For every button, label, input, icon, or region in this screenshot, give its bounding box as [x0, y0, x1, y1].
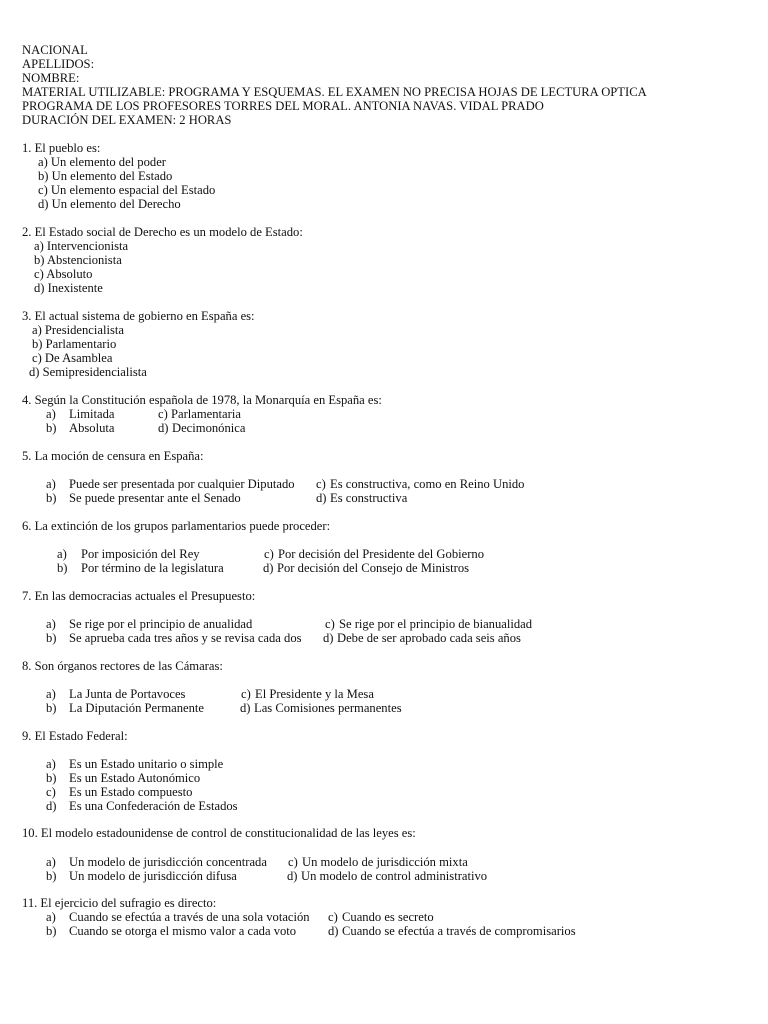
- question-1-option-a: a) Un elemento del poder: [38, 155, 166, 169]
- exam-header: [22, 43, 647, 127]
- question-4-option-a-letter: a): [46, 407, 56, 421]
- question-6-option-d: Por decisión del Consejo de Ministros: [277, 561, 470, 575]
- question-5-option-d: Es constructiva: [330, 491, 408, 505]
- question-4-option-d-letter: d): [158, 421, 169, 435]
- question-7-option-b-letter: b): [46, 631, 57, 645]
- question-10-option-c: Un modelo de jurisdicción mixta: [302, 855, 468, 869]
- question-11-option-c-letter: c): [328, 910, 338, 924]
- question-3-option-d: d) Semipresidencialista: [29, 365, 147, 379]
- question-11-option-a: Cuando se efectúa a través de una sola votación: [69, 910, 310, 924]
- question-9-option-d-letter: d): [46, 799, 57, 813]
- question-5-option-c: Es constructiva, como en Reino Unido: [330, 477, 525, 491]
- question-11-option-c: Cuando es secreto: [342, 910, 434, 924]
- question-3-option-a: a) Presidencialista: [32, 323, 124, 337]
- question-9-option-b-letter: b): [46, 771, 57, 785]
- question-3-options: [29, 323, 147, 379]
- question-7: 7. En las democracias actuales el Presupuesto:: [22, 589, 256, 603]
- question-1-option-c: c) Un elemento espacial del Estado: [38, 183, 216, 197]
- question-8-option-c-letter: c): [241, 687, 251, 701]
- question-10-option-d: Un modelo de control administrativo: [301, 869, 488, 883]
- question-1-option-d: d) Un elemento del Derecho: [38, 197, 181, 211]
- question-6-option-d-letter: d): [263, 561, 274, 575]
- question-6-option-a-letter: a): [57, 547, 67, 561]
- question-2-option-d: d) Inexistente: [34, 281, 103, 295]
- question-3-option-b: b) Parlamentario: [32, 337, 117, 351]
- question-1-options: [38, 155, 215, 211]
- question-7-option-d-letter: d): [323, 631, 334, 645]
- question-9-option-b: Es un Estado Autonómico: [69, 771, 201, 785]
- question-5-option-a: Puede ser presentada por cualquier Diputado: [69, 477, 295, 491]
- question-9-option-c-letter: c): [46, 785, 56, 799]
- question-11-option-b-letter: b): [46, 924, 57, 938]
- question-4-option-c-letter: c): [158, 407, 168, 421]
- question-10-option-b: Un modelo de jurisdicción difusa: [69, 869, 237, 883]
- question-1: 1. El pueblo es:: [22, 141, 101, 155]
- question-7-option-a: Se rige por el principio de anualidad: [69, 617, 253, 631]
- question-5: 5. La moción de censura en España:: [22, 449, 204, 463]
- question-4: 4. Según la Constitución española de 1978, la Monarquía en España es:: [22, 393, 382, 407]
- question-8-option-b-letter: b): [46, 701, 57, 715]
- header-programa: PROGRAMA DE LOS PROFESORES TORRES DEL MORAL. ANTONIA NAVAS. VIDAL PRADO: [22, 99, 544, 113]
- header-nombre: NOMBRE:: [22, 71, 80, 85]
- question-6-option-c-letter: c): [264, 547, 274, 561]
- header-apellidos: APELLIDOS:: [22, 57, 95, 71]
- question-8-option-d: Las Comisiones permanentes: [254, 701, 402, 715]
- question-6-option-a: Por imposición del Rey: [81, 547, 200, 561]
- question-5-option-a-letter: a): [46, 477, 56, 491]
- question-8: 8. Son órganos rectores de las Cámaras:: [22, 659, 223, 673]
- question-4-option-a: Limitada: [69, 407, 115, 421]
- question-6-option-b-letter: b): [57, 561, 68, 575]
- question-6-option-c: Por decisión del Presidente del Gobierno: [278, 547, 485, 561]
- question-2-option-c: c) Absoluto: [34, 267, 93, 281]
- question-9: 9. El Estado Federal:: [22, 729, 128, 743]
- question-10-option-a: Un modelo de jurisdicción concentrada: [69, 855, 267, 869]
- question-6: 6. La extinción de los grupos parlamentarios puede proceder:: [22, 519, 331, 533]
- question-10-option-a-letter: a): [46, 855, 56, 869]
- question-8-option-c: El Presidente y la Mesa: [255, 687, 374, 701]
- header-duracion: DURACIÓN DEL EXAMEN: 2 HORAS: [22, 113, 232, 127]
- header-nacional: NACIONAL: [22, 43, 88, 57]
- question-2-option-b: b) Abstencionista: [34, 253, 122, 267]
- question-8-option-a: La Junta de Portavoces: [69, 687, 186, 701]
- question-7-option-b: Se aprueba cada tres años y se revisa cada dos: [69, 631, 302, 645]
- question-4-option-b-letter: b): [46, 421, 57, 435]
- question-4-option-c: Parlamentaria: [171, 407, 241, 421]
- question-11-option-d: Cuando se efectúa a través de compromisarios: [342, 924, 576, 938]
- question-7-option-c-letter: c): [325, 617, 335, 631]
- question-2: 2. El Estado social de Derecho es un modelo de Estado:: [22, 225, 303, 239]
- question-10-option-b-letter: b): [46, 869, 57, 883]
- question-9-option-a: Es un Estado unitario o simple: [69, 757, 224, 771]
- header-material: MATERIAL UTILIZABLE: PROGRAMA Y ESQUEMAS. EL EXAMEN NO PRECISA HOJAS DE LECTURA OPTICA: [22, 85, 647, 99]
- question-11-option-b: Cuando se otorga el mismo valor a cada voto: [69, 924, 297, 938]
- question-11: 11. El ejercicio del sufragio es directo:: [22, 896, 217, 910]
- question-2-options: [34, 239, 128, 295]
- question-1-option-b: b) Un elemento del Estado: [38, 169, 173, 183]
- question-6-option-b: Por término de la legislatura: [81, 561, 224, 575]
- question-5-option-b: Se puede presentar ante el Senado: [69, 491, 241, 505]
- question-3: 3. El actual sistema de gobierno en España es:: [22, 309, 255, 323]
- question-8-option-b: La Diputación Permanente: [69, 701, 204, 715]
- question-4-option-d: Decimonónica: [172, 421, 246, 435]
- question-9-option-d: Es una Confederación de Estados: [69, 799, 238, 813]
- question-3-option-c: c) De Asamblea: [32, 351, 113, 365]
- question-5-option-d-letter: d): [316, 491, 327, 505]
- question-9-option-a-letter: a): [46, 757, 56, 771]
- question-11-option-d-letter: d): [328, 924, 339, 938]
- question-10: 10. El modelo estadounidense de control de constitucionalidad de las leyes es:: [22, 826, 416, 840]
- question-2-option-a: a) Intervencionista: [34, 239, 129, 253]
- question-7-option-a-letter: a): [46, 617, 56, 631]
- question-7-option-c: Se rige por el principio de bianualidad: [339, 617, 533, 631]
- question-8-option-d-letter: d): [240, 701, 251, 715]
- question-10-option-d-letter: d): [287, 869, 298, 883]
- question-11-option-a-letter: a): [46, 910, 56, 924]
- question-9-option-c: Es un Estado compuesto: [69, 785, 193, 799]
- question-5-option-c-letter: c): [316, 477, 326, 491]
- question-7-option-d: Debe de ser aprobado cada seis años: [337, 631, 521, 645]
- question-4-option-b: Absoluta: [69, 421, 115, 435]
- question-5-option-b-letter: b): [46, 491, 57, 505]
- question-8-option-a-letter: a): [46, 687, 56, 701]
- question-10-option-c-letter: c): [288, 855, 298, 869]
